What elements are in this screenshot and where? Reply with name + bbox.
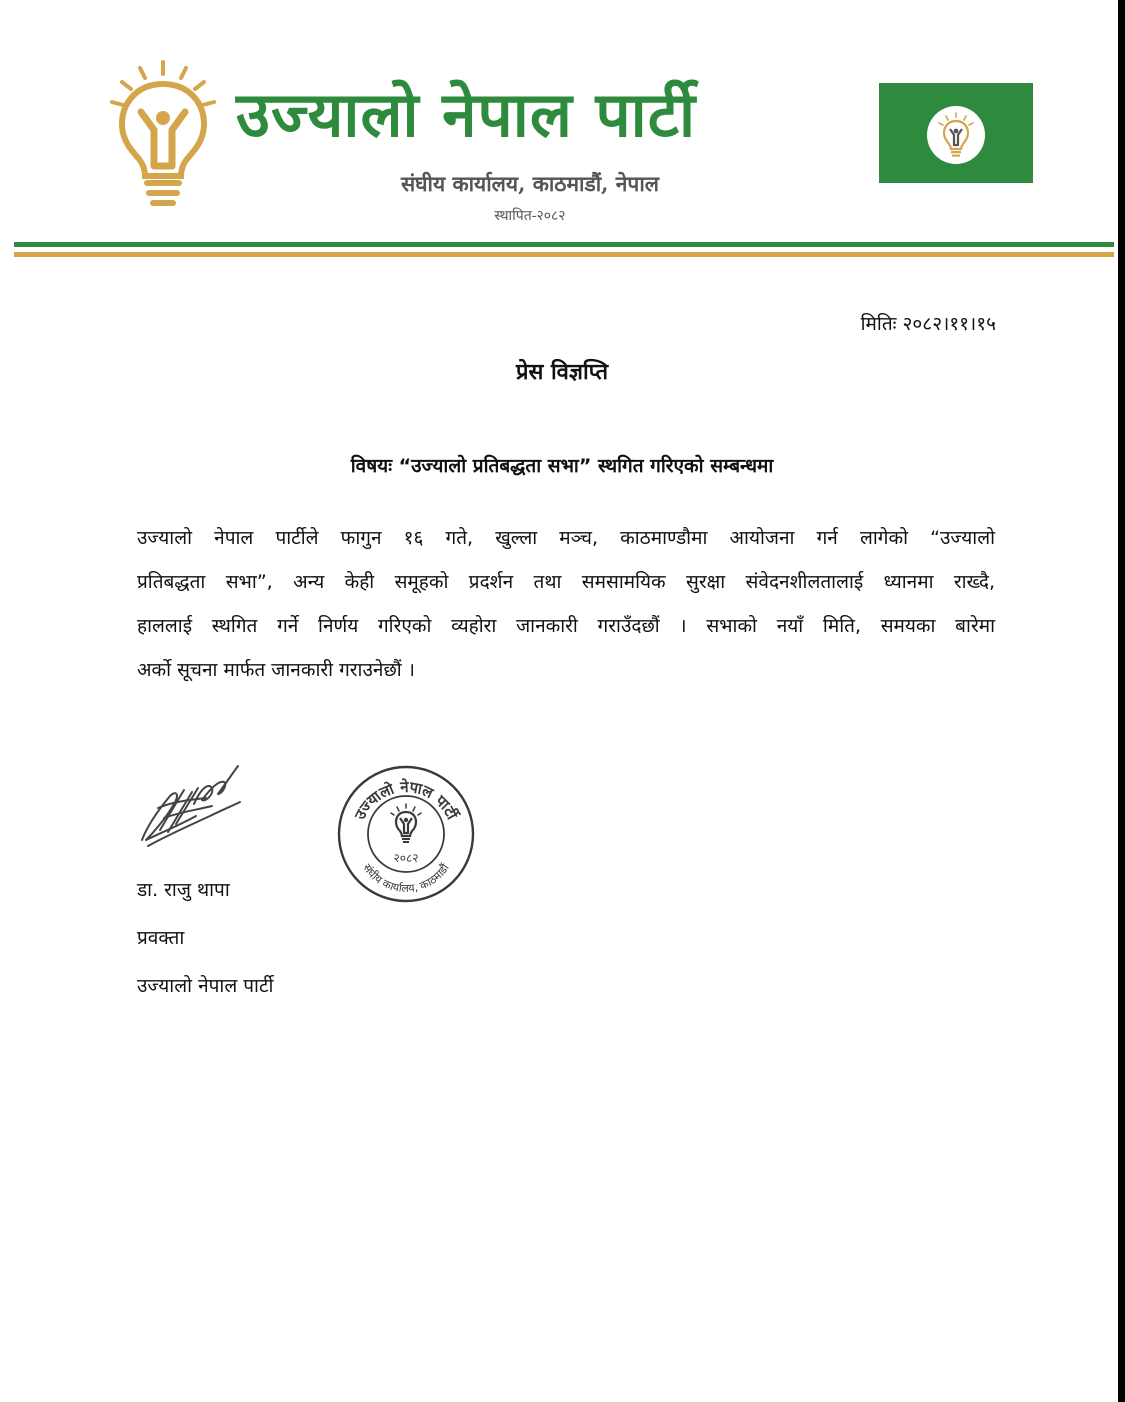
signature	[136, 760, 248, 858]
header-divider-gold	[14, 252, 1114, 257]
office-address: संघीय कार्यालय, काठमाडौं, नेपाल	[400, 171, 660, 196]
signatory-name: डा. राजु थापा	[137, 879, 230, 901]
document-body	[137, 516, 995, 692]
document-subject: विषयः “उज्यालो प्रतिबद्धता सभा” स्थगित गरिएको सम्बन्धमा	[350, 455, 774, 477]
lightbulb-person-icon	[104, 58, 222, 210]
party-name: उज्यालो नेपाल पार्टी	[236, 78, 697, 151]
seal-bottom-text: संघीय कार्यालय, काठमाडौं	[360, 861, 452, 896]
header-divider-green	[14, 242, 1114, 247]
body-line: प्रतिबद्धता सभा”, अन्य केही समूहको प्रदर्शन तथा समसामयिक सुरक्षा संवेदनशीलतालाई ध्यानमा राख्दै,	[137, 571, 995, 593]
flag-emblem-icon	[926, 105, 986, 165]
body-line: अर्को सूचना मार्फत जानकारी गराउनेछौं ।	[137, 659, 415, 681]
signatory-organization: उज्यालो नेपाल पार्टी	[137, 975, 274, 997]
document-heading: प्रेस विज्ञप्ति	[515, 360, 609, 385]
body-line: उज्यालो नेपाल पार्टीले फागुन १६ गते, खुल्ला मञ्च, काठमाण्डौमा आयोजना गर्न लागेको “उज्यालो	[137, 527, 995, 549]
document-date: मितिः २०८२।११।१५	[860, 313, 996, 335]
established-year: स्थापित-२०८२	[494, 208, 566, 224]
party-flag-icon	[879, 83, 1033, 183]
seal-bulb-icon	[391, 804, 421, 843]
seal-year: २०८२	[393, 851, 419, 865]
signatory-title: प्रवक्ता	[137, 927, 185, 949]
seal-top-text: उज्यालो नेपाल पार्टी	[350, 777, 462, 823]
body-line: हाललाई स्थगित गर्ने निर्णय गरिएको व्यहोरा जानकारी गराउँदछौं । सभाको नयाँ मिति, समयका बारेमा	[137, 615, 995, 637]
svg-text:उज्यालो नेपाल पार्टी	[350, 778, 461, 824]
